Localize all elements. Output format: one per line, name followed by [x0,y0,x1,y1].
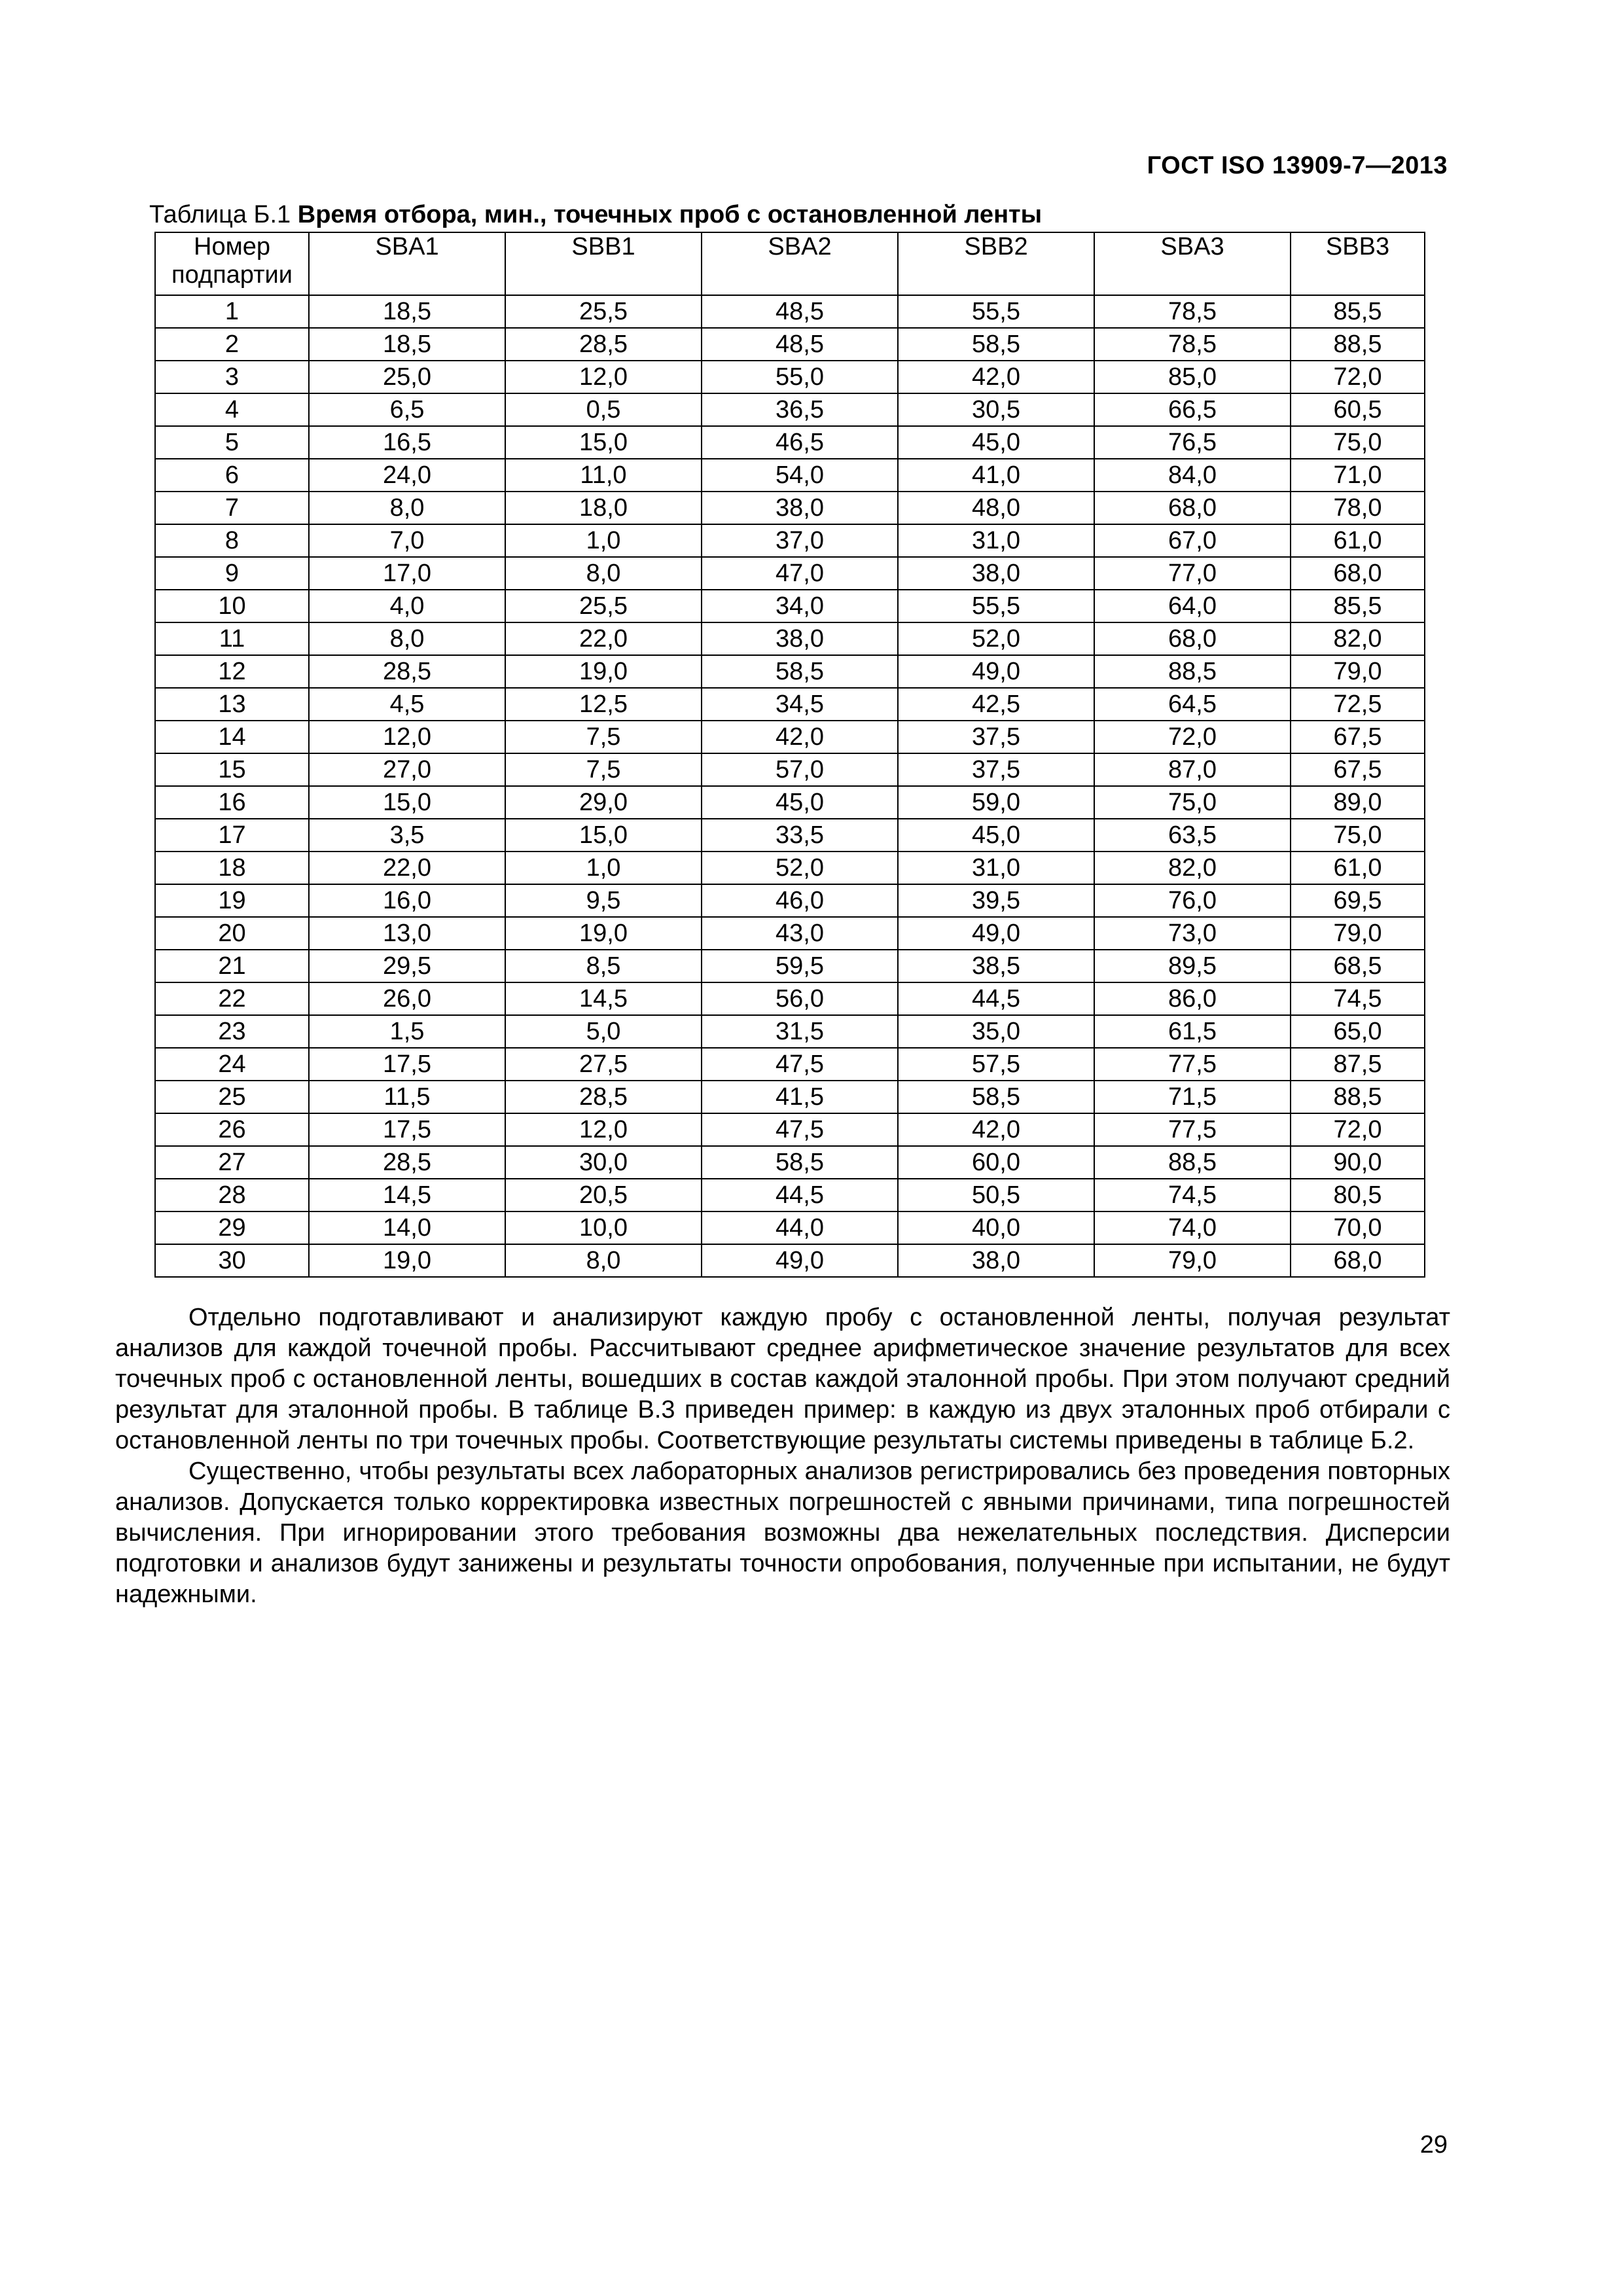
table-cell: 19,0 [505,655,702,688]
table-cell: 72,0 [1291,361,1425,393]
table-cell: 66,5 [1094,393,1291,426]
table-cell: 19 [155,884,309,917]
table-cell: 25,0 [309,361,505,393]
table-row [155,590,1425,622]
table-cell: 48,5 [702,328,898,361]
table-cell: 75,0 [1291,819,1425,852]
table-cell: 84,0 [1094,459,1291,492]
table-cell: 8,0 [505,1244,702,1277]
table-cell: 8,0 [309,492,505,524]
table-cell: 13 [155,688,309,721]
table-cell: 23 [155,1015,309,1048]
table-cell: 70,0 [1291,1211,1425,1244]
table-cell: 49,0 [898,917,1094,950]
table-cell: 74,5 [1291,982,1425,1015]
table-cell: 75,0 [1094,786,1291,819]
table-cell: 65,0 [1291,1015,1425,1048]
table-cell: 11,5 [309,1081,505,1113]
table-row [155,786,1425,819]
table-cell: 3 [155,361,309,393]
table-caption [149,201,1042,229]
table-row [155,688,1425,721]
table-cell: 16,0 [309,884,505,917]
table-cell: 4 [155,393,309,426]
table-cell: 42,0 [898,1113,1094,1146]
table-cell: 29,5 [309,950,505,982]
table-caption-title: Время отбора, мин., точечных проб с остановленной ленты [297,201,1043,228]
table-cell: 88,5 [1094,655,1291,688]
table-cell: 33,5 [702,819,898,852]
table-cell: 25 [155,1081,309,1113]
table-cell: 22,0 [309,852,505,884]
table-cell: 12 [155,655,309,688]
table-cell: 19,0 [505,917,702,950]
table-cell: 36,5 [702,393,898,426]
table-cell: 7,5 [505,753,702,786]
table-cell: 78,5 [1094,328,1291,361]
table-cell: 44,0 [702,1211,898,1244]
table-cell: 74,5 [1094,1179,1291,1211]
table-cell: 2 [155,328,309,361]
table-cell: 28,5 [309,655,505,688]
table-cell: 71,0 [1291,459,1425,492]
table-row [155,1081,1425,1113]
table-cell: 27 [155,1146,309,1179]
table-cell: 86,0 [1094,982,1291,1015]
table-cell: 50,5 [898,1179,1094,1211]
table-cell: 18,5 [309,295,505,328]
table-cell: 69,5 [1291,884,1425,917]
table-row [155,524,1425,557]
table-cell: 48,5 [702,295,898,328]
table-cell: 77,5 [1094,1113,1291,1146]
table-cell: 89,5 [1094,950,1291,982]
table-cell: 85,5 [1291,295,1425,328]
table-row [155,852,1425,884]
table-cell: 28,5 [505,1081,702,1113]
table-cell: 56,0 [702,982,898,1015]
table-cell: 38,0 [898,1244,1094,1277]
table-cell: 9,5 [505,884,702,917]
table-cell: 28 [155,1179,309,1211]
column-header: SBB2 [898,232,1094,295]
table-cell: 29,0 [505,786,702,819]
table-cell: 68,0 [1291,1244,1425,1277]
table-cell: 71,5 [1094,1081,1291,1113]
table-row [155,361,1425,393]
table-cell: 68,0 [1094,622,1291,655]
table-cell: 10,0 [505,1211,702,1244]
table-row [155,753,1425,786]
table-cell: 44,5 [702,1179,898,1211]
table-cell: 31,0 [898,524,1094,557]
table-cell: 25,5 [505,590,702,622]
table-cell: 47,0 [702,557,898,590]
table-cell: 55,5 [898,590,1094,622]
table-row [155,1048,1425,1081]
table-row [155,1146,1425,1179]
table-cell: 44,5 [898,982,1094,1015]
table-cell: 42,5 [898,688,1094,721]
table-cell: 42,0 [702,721,898,753]
table-cell: 11 [155,622,309,655]
table-cell: 35,0 [898,1015,1094,1048]
table-cell: 67,5 [1291,721,1425,753]
table-cell: 18,5 [309,328,505,361]
table-cell: 6,5 [309,393,505,426]
table-cell: 15 [155,753,309,786]
table-cell: 67,0 [1094,524,1291,557]
table-cell: 1,0 [505,524,702,557]
table-cell: 8,0 [505,557,702,590]
table-cell: 74,0 [1094,1211,1291,1244]
table-cell: 30,0 [505,1146,702,1179]
table-cell: 85,5 [1291,590,1425,622]
table-cell: 45,0 [702,786,898,819]
table-cell: 41,0 [898,459,1094,492]
table-cell: 88,5 [1094,1146,1291,1179]
table-cell: 17,0 [309,557,505,590]
table-cell: 15,0 [505,819,702,852]
table-cell: 89,0 [1291,786,1425,819]
table-cell: 12,0 [505,1113,702,1146]
table-cell: 37,5 [898,721,1094,753]
table-cell: 60,5 [1291,393,1425,426]
table-cell: 72,5 [1291,688,1425,721]
table-cell: 78,5 [1094,295,1291,328]
table-row [155,950,1425,982]
table-cell: 27,0 [309,753,505,786]
table-cell: 45,0 [898,819,1094,852]
table-cell: 58,5 [702,1146,898,1179]
table-row [155,1113,1425,1146]
table-row [155,982,1425,1015]
table-cell: 26 [155,1113,309,1146]
table-cell: 57,5 [898,1048,1094,1081]
body-text [115,1302,1450,1610]
table-cell: 24 [155,1048,309,1081]
table-cell: 28,5 [505,328,702,361]
table-cell: 77,5 [1094,1048,1291,1081]
table-cell: 20 [155,917,309,950]
table-cell: 37,5 [898,753,1094,786]
table-cell: 12,5 [505,688,702,721]
table-cell: 7 [155,492,309,524]
table-cell: 15,0 [505,426,702,459]
column-header: SBA3 [1094,232,1291,295]
table-cell: 22 [155,982,309,1015]
table-cell: 8,5 [505,950,702,982]
table-cell: 64,5 [1094,688,1291,721]
table-cell: 88,5 [1291,328,1425,361]
table-cell: 10 [155,590,309,622]
table-cell: 14,0 [309,1211,505,1244]
table-row [155,884,1425,917]
table-cell: 17,5 [309,1113,505,1146]
table-cell: 59,5 [702,950,898,982]
table-row [155,1179,1425,1211]
table-cell: 26,0 [309,982,505,1015]
table-cell: 90,0 [1291,1146,1425,1179]
table-row [155,557,1425,590]
table-cell: 72,0 [1094,721,1291,753]
table-cell: 16,5 [309,426,505,459]
table-row [155,622,1425,655]
table-cell: 34,5 [702,688,898,721]
table-cell: 49,0 [702,1244,898,1277]
table-cell: 0,5 [505,393,702,426]
table-cell: 77,0 [1094,557,1291,590]
table-cell: 1 [155,295,309,328]
table-cell: 58,5 [702,655,898,688]
table-cell: 8 [155,524,309,557]
table-cell: 40,0 [898,1211,1094,1244]
table-cell: 21 [155,950,309,982]
table-cell: 14 [155,721,309,753]
table-cell: 41,5 [702,1081,898,1113]
paragraph: Существенно, чтобы результаты всех лабораторных анализов регистрировались без проведения повторных анализов. Допускается только корректировка известных погрешностей с явными причинами, типа погрешностей вычисления. При игнорировании этого требования возможны два нежелательных последствия. Дисперсии подготовки и анализов будут занижены и результаты точности опробования, полученные при испытании, не будут надежными. [115,1458,1450,1608]
table-cell: 16 [155,786,309,819]
table-cell: 82,0 [1291,622,1425,655]
table-cell: 24,0 [309,459,505,492]
table-cell: 3,5 [309,819,505,852]
table-cell: 11,0 [505,459,702,492]
table-cell: 88,5 [1291,1081,1425,1113]
table-row [155,721,1425,753]
table-cell: 68,0 [1094,492,1291,524]
table-row [155,295,1425,328]
table-cell: 63,5 [1094,819,1291,852]
table-cell: 4,0 [309,590,505,622]
table-cell: 64,0 [1094,590,1291,622]
table-cell: 58,5 [898,328,1094,361]
table-cell: 7,5 [505,721,702,753]
table-cell: 46,0 [702,884,898,917]
table-row [155,393,1425,426]
table-cell: 49,0 [898,655,1094,688]
page-number: 29 [1419,2131,1448,2159]
table-caption-prefix: Таблица Б.1 [149,201,298,228]
table-cell: 9 [155,557,309,590]
table-cell: 37,0 [702,524,898,557]
table-cell: 22,0 [505,622,702,655]
table-body [155,295,1425,1277]
table-cell: 54,0 [702,459,898,492]
standard-header: ГОСТ ISO 13909-7—2013 [1147,152,1448,179]
table-row [155,328,1425,361]
table-cell: 4,5 [309,688,505,721]
table-cell: 85,0 [1094,361,1291,393]
table-cell: 57,0 [702,753,898,786]
column-header: SBB1 [505,232,702,295]
table-cell: 59,0 [898,786,1094,819]
table-cell: 5,0 [505,1015,702,1048]
table-cell: 12,0 [309,721,505,753]
table-cell: 58,5 [898,1081,1094,1113]
table-cell: 38,0 [702,492,898,524]
table-cell: 1,0 [505,852,702,884]
table-cell: 82,0 [1094,852,1291,884]
table-cell: 6 [155,459,309,492]
table-cell: 1,5 [309,1015,505,1048]
table-cell: 43,0 [702,917,898,950]
table-cell: 30 [155,1244,309,1277]
table-cell: 47,5 [702,1113,898,1146]
table-cell: 18 [155,852,309,884]
table-cell: 15,0 [309,786,505,819]
table-cell: 79,0 [1291,655,1425,688]
table-cell: 18,0 [505,492,702,524]
sampling-time-table [154,232,1425,1278]
table-row [155,1015,1425,1048]
table-cell: 31,0 [898,852,1094,884]
table-cell: 28,5 [309,1146,505,1179]
table-cell: 80,5 [1291,1179,1425,1211]
table-row [155,1244,1425,1277]
table-cell: 61,0 [1291,524,1425,557]
table-cell: 78,0 [1291,492,1425,524]
table-cell: 55,5 [898,295,1094,328]
table-cell: 38,0 [898,557,1094,590]
table-cell: 27,5 [505,1048,702,1081]
column-header: SBB3 [1291,232,1425,295]
table-cell: 55,0 [702,361,898,393]
table-cell: 31,5 [702,1015,898,1048]
table-cell: 20,5 [505,1179,702,1211]
table-cell: 7,0 [309,524,505,557]
table-cell: 52,0 [702,852,898,884]
table-cell: 75,0 [1291,426,1425,459]
column-header: SBA2 [702,232,898,295]
table-cell: 38,5 [898,950,1094,982]
table-cell: 46,5 [702,426,898,459]
table-row [155,917,1425,950]
table-cell: 79,0 [1291,917,1425,950]
table-row [155,1211,1425,1244]
table-cell: 39,5 [898,884,1094,917]
table-cell: 34,0 [702,590,898,622]
table-cell: 61,0 [1291,852,1425,884]
table-cell: 25,5 [505,295,702,328]
table-cell: 47,5 [702,1048,898,1081]
column-header: Номер подпартии [155,232,309,295]
table-cell: 52,0 [898,622,1094,655]
table-cell: 19,0 [309,1244,505,1277]
table-cell: 60,0 [898,1146,1094,1179]
table-cell: 17 [155,819,309,852]
table-cell: 61,5 [1094,1015,1291,1048]
table-cell: 42,0 [898,361,1094,393]
table-cell: 13,0 [309,917,505,950]
paragraph: Отдельно подготавливают и анализируют каждую пробу с остановленной ленты, получая результат анализов для каждой точечной пробы. Рассчитывают среднее арифметическое значение результатов для всех точечных проб с остановленной ленты, вошедших в состав каждой эталонной пробы. При этом получают средний результат для эталонной пробы. В таблице В.3 приведен пример: в каждую из двух эталонных проб отбирали с остановленной ленты по три точечных пробы. Соответствующие результаты системы приведены в таблице Б.2. [115,1304,1450,1454]
table-header-row [155,232,1425,295]
table-cell: 38,0 [702,622,898,655]
table-cell: 48,0 [898,492,1094,524]
table-cell: 45,0 [898,426,1094,459]
table-cell: 12,0 [505,361,702,393]
table-cell: 8,0 [309,622,505,655]
table-cell: 68,5 [1291,950,1425,982]
table-cell: 73,0 [1094,917,1291,950]
table-cell: 76,5 [1094,426,1291,459]
table-cell: 14,5 [505,982,702,1015]
table-cell: 68,0 [1291,557,1425,590]
table-cell: 79,0 [1094,1244,1291,1277]
table-cell: 29 [155,1211,309,1244]
table-row [155,426,1425,459]
table-cell: 30,5 [898,393,1094,426]
table-cell: 87,0 [1094,753,1291,786]
table-cell: 87,5 [1291,1048,1425,1081]
table-cell: 72,0 [1291,1113,1425,1146]
table-row [155,819,1425,852]
table-cell: 76,0 [1094,884,1291,917]
table-row [155,492,1425,524]
table-cell: 67,5 [1291,753,1425,786]
table-cell: 5 [155,426,309,459]
table-row [155,459,1425,492]
column-header: SBA1 [309,232,505,295]
table-row [155,655,1425,688]
table-cell: 14,5 [309,1179,505,1211]
table-cell: 17,5 [309,1048,505,1081]
